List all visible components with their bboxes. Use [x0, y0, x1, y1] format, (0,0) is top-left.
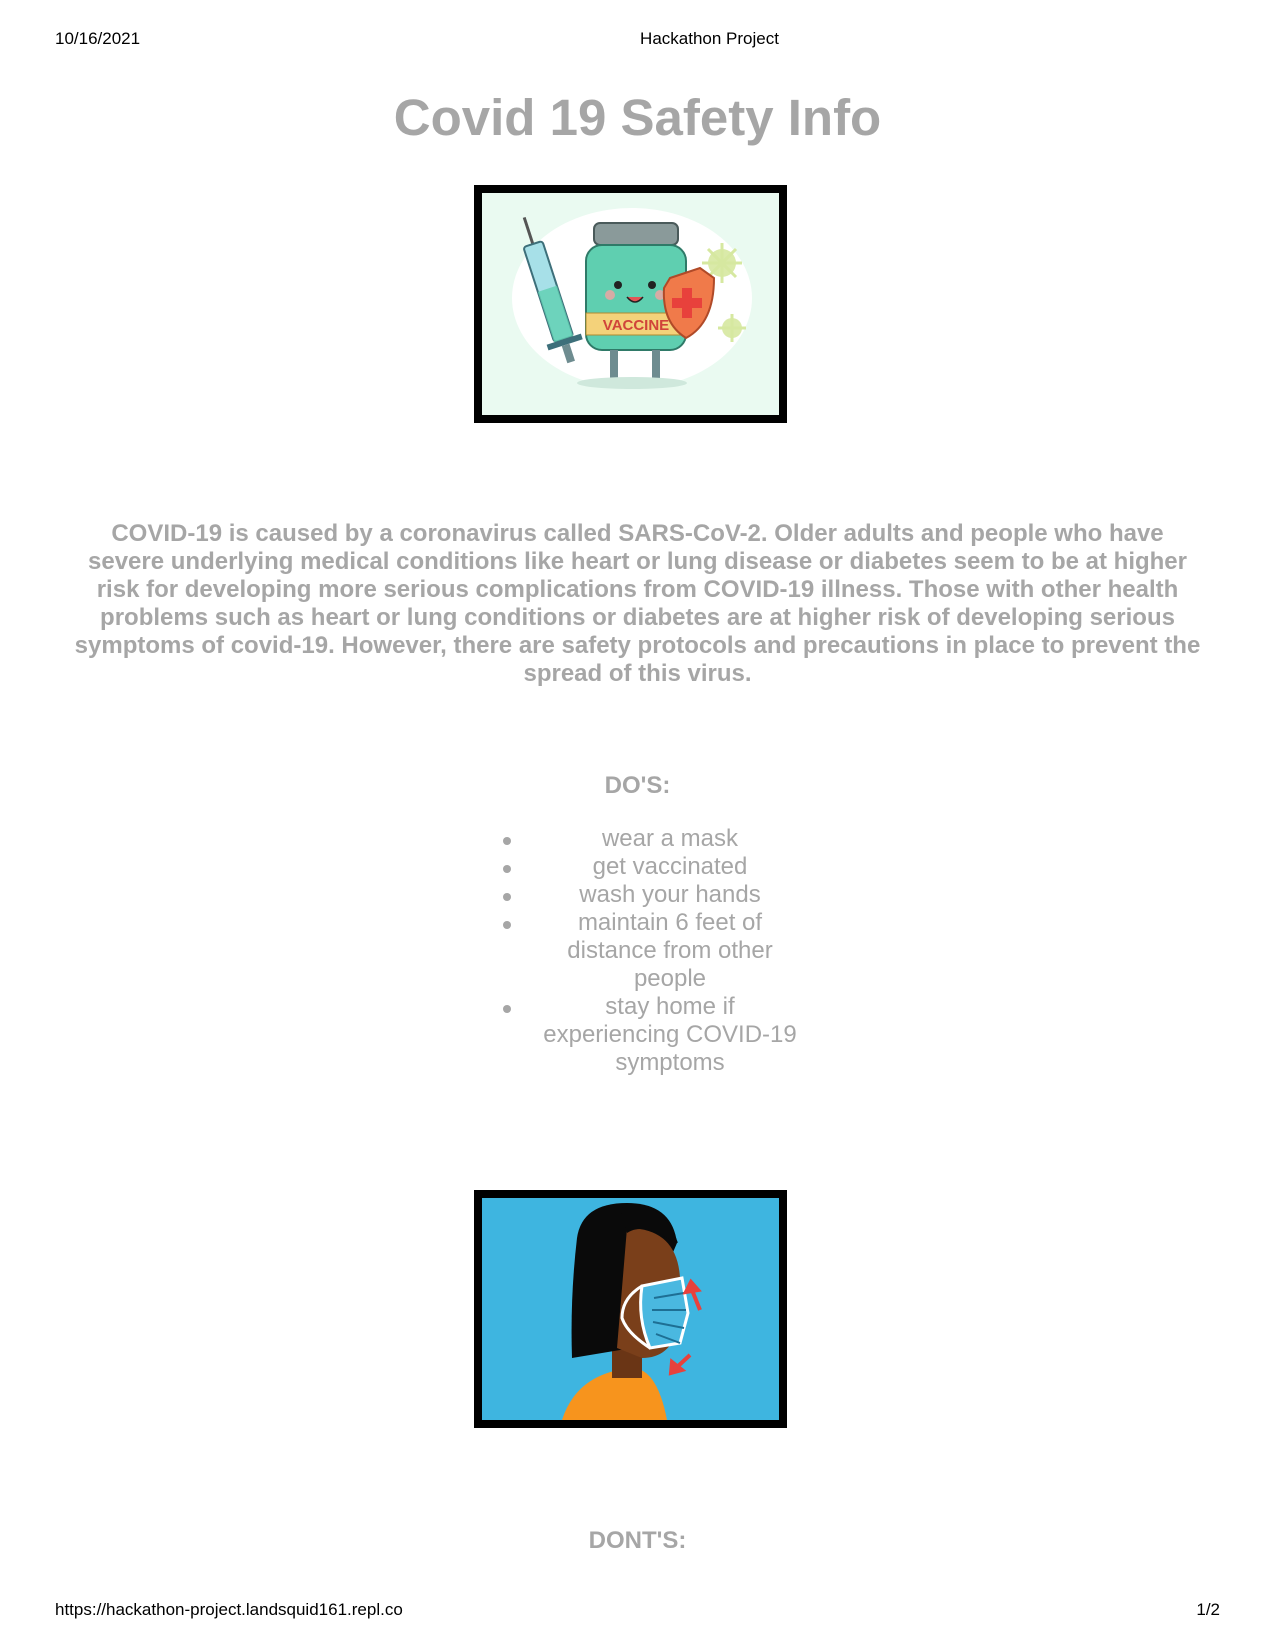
- bullet-icon: [503, 893, 511, 901]
- print-header: [0, 29, 1275, 51]
- bullet-icon: [503, 837, 511, 845]
- intro-paragraph: COVID-19 is caused by a coronavirus called SARS-CoV-2. Older adults and people who have severe underlying medical conditions like heart or lung disease or diabetes seem to be at higher risk for developing more serious complications from COVID-19 illness. Those with other health problems such as heart or lung conditions or diabetes are at higher risk of developing serious symptoms of covid-19. However, there are safety protocols and precautions in place to prevent the spread of this virus.: [74, 520, 1201, 687]
- list-item: [535, 881, 805, 909]
- dos-item-text: stay home if experiencing COVID-19 symptoms: [543, 993, 797, 1076]
- dos-item-text: get vaccinated: [592, 853, 748, 880]
- list-item: [535, 909, 805, 993]
- list-item: [535, 853, 805, 881]
- print-url: https://hackathon-project.landsquid161.repl.co: [55, 1600, 403, 1619]
- bullet-icon: [503, 1005, 511, 1013]
- print-date: 10/16/2021: [55, 29, 141, 48]
- vaccine-illustration: [474, 185, 787, 423]
- bullet-icon: [503, 921, 511, 929]
- dos-item-text: wash your hands: [579, 881, 761, 908]
- person-wearing-mask-icon: [482, 1198, 779, 1420]
- mask-illustration: [474, 1190, 787, 1428]
- dos-item-text: wear a mask: [601, 825, 739, 852]
- list-item: [535, 825, 805, 853]
- print-page-title: Hackathon Project: [640, 29, 779, 48]
- dos-heading: DO'S:: [604, 772, 671, 799]
- donts-heading: DONT'S:: [588, 1527, 687, 1554]
- vaccine-cartoon-icon: [482, 193, 779, 415]
- print-page-number: 1/2: [1196, 1600, 1220, 1619]
- print-footer: [0, 1600, 1275, 1622]
- dos-list: [535, 825, 805, 1077]
- page-title: Covid 19 Safety Info: [393, 89, 882, 146]
- list-item: [535, 993, 805, 1077]
- svg-text:VACCINE: VACCINE: [602, 317, 670, 334]
- bullet-icon: [503, 865, 511, 873]
- dos-item-text: maintain 6 feet of distance from other people: [567, 909, 773, 992]
